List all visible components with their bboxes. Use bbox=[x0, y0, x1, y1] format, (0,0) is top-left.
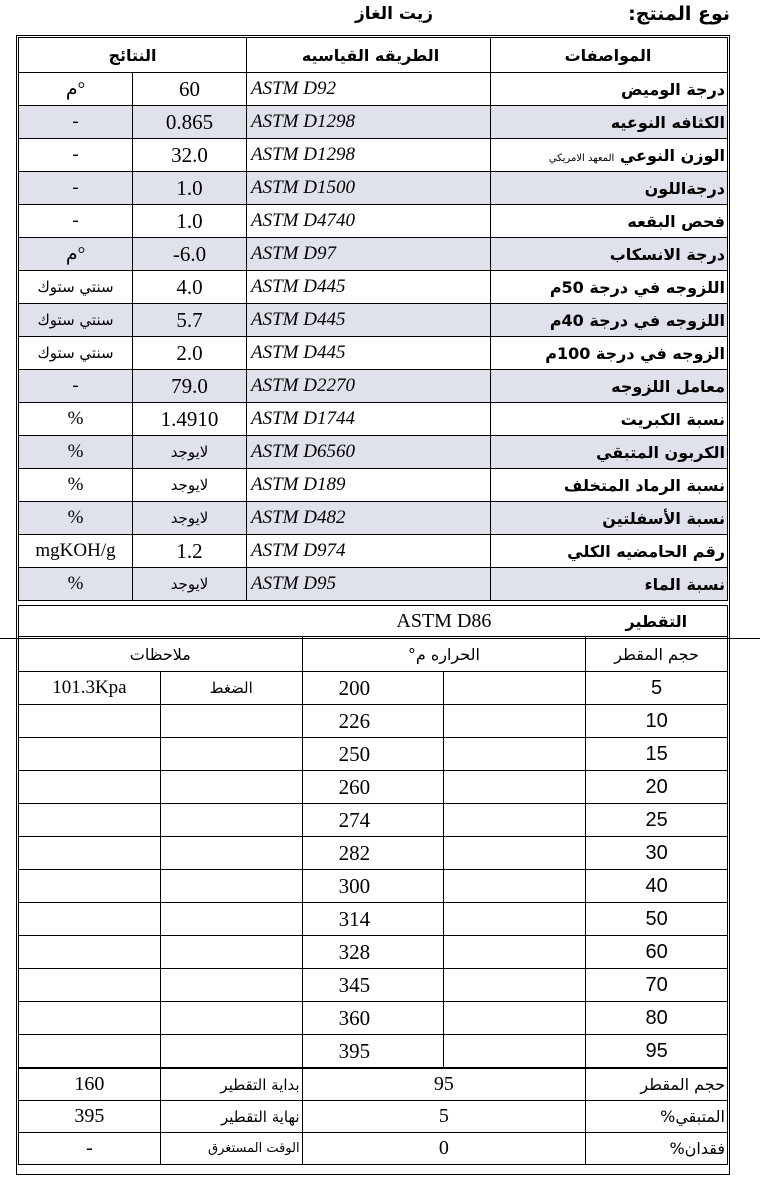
summary-note-value: 395 bbox=[19, 1101, 161, 1133]
note-value bbox=[19, 1035, 161, 1069]
note-value bbox=[19, 936, 161, 969]
temperature-value: 314 bbox=[302, 903, 444, 936]
test-method: ASTM D445 bbox=[247, 304, 491, 337]
test-method: ASTM D6560 bbox=[247, 436, 491, 469]
spec-row bbox=[19, 535, 728, 568]
summary-value: 5 bbox=[302, 1101, 586, 1133]
spec-row bbox=[19, 568, 728, 601]
volume-value: 95 bbox=[586, 1035, 728, 1069]
distillation-summary bbox=[19, 1068, 728, 1165]
temperature-value: 300 bbox=[302, 870, 444, 903]
result-value: 2.0 bbox=[133, 337, 247, 370]
result-unit: سنتي ستوك bbox=[19, 337, 133, 370]
spec-name-text: درجة الانسكاب bbox=[609, 244, 725, 264]
spec-name bbox=[491, 238, 728, 271]
result-unit: % bbox=[19, 502, 133, 535]
summary-row bbox=[19, 1068, 728, 1101]
distillation-row bbox=[19, 771, 728, 804]
note-value bbox=[19, 837, 161, 870]
spec-row bbox=[19, 73, 728, 106]
result-unit: سنتي ستوك bbox=[19, 304, 133, 337]
temperature-value: 360 bbox=[302, 1002, 444, 1035]
distillation-row bbox=[19, 1035, 728, 1069]
spec-name-text: رقم الحامضيه الكلي bbox=[567, 541, 725, 561]
result-value: 4.0 bbox=[133, 271, 247, 304]
result-unit: - bbox=[19, 139, 133, 172]
temperature-value: 282 bbox=[302, 837, 444, 870]
test-method: ASTM D1744 bbox=[247, 403, 491, 436]
volume-value: 70 bbox=[586, 969, 728, 1002]
summary-note-value: 160 bbox=[19, 1068, 161, 1101]
test-method: ASTM D1298 bbox=[247, 106, 491, 139]
spec-name-text: فحص البقعه bbox=[627, 211, 725, 231]
summary-label: فقدان% bbox=[586, 1133, 728, 1165]
spec-row bbox=[19, 106, 728, 139]
specs-body bbox=[19, 73, 728, 601]
distillation-row bbox=[19, 1002, 728, 1035]
distillation-row bbox=[19, 837, 728, 870]
result-value: 60 bbox=[133, 73, 247, 106]
distillation-row bbox=[19, 804, 728, 837]
note-value bbox=[19, 903, 161, 936]
distillation-title-row bbox=[19, 606, 728, 637]
note-label bbox=[160, 903, 302, 936]
spec-name bbox=[491, 205, 728, 238]
spec-name-note: المعهد الامريكي bbox=[548, 152, 615, 164]
test-method: ASTM D482 bbox=[247, 502, 491, 535]
volume-value: 15 bbox=[586, 738, 728, 771]
note-value bbox=[19, 705, 161, 738]
blank-cell bbox=[444, 738, 586, 771]
blank-cell bbox=[444, 1035, 586, 1069]
spec-name-text: اللزوجه في درجة 40م bbox=[549, 310, 725, 330]
spec-name-text: نسبة الأسفلتين bbox=[602, 508, 725, 528]
summary-label: المتبقي% bbox=[586, 1101, 728, 1133]
test-method: ASTM D95 bbox=[247, 568, 491, 601]
distillation-row bbox=[19, 936, 728, 969]
result-unit: م° bbox=[19, 73, 133, 106]
blank-cell bbox=[444, 837, 586, 870]
spec-name bbox=[491, 106, 728, 139]
note-value bbox=[19, 969, 161, 1002]
spec-name-text: درجةاللون bbox=[644, 178, 725, 198]
report-sheet bbox=[16, 35, 730, 1175]
spec-name bbox=[491, 568, 728, 601]
test-method: ASTM D445 bbox=[247, 271, 491, 304]
test-method: ASTM D1298 bbox=[247, 139, 491, 172]
note-value bbox=[19, 771, 161, 804]
spec-name bbox=[491, 436, 728, 469]
volume-value: 80 bbox=[586, 1002, 728, 1035]
volume-header: حجم المقطر bbox=[586, 637, 728, 672]
test-method: ASTM D4740 bbox=[247, 205, 491, 238]
spec-name bbox=[491, 403, 728, 436]
spec-name bbox=[491, 271, 728, 304]
specs-header: المواصفات bbox=[491, 38, 728, 73]
test-method: ASTM D92 bbox=[247, 73, 491, 106]
blank-cell bbox=[444, 870, 586, 903]
note-label bbox=[160, 705, 302, 738]
summary-row bbox=[19, 1133, 728, 1165]
distillation-table bbox=[18, 605, 728, 1165]
volume-value: 5 bbox=[586, 672, 728, 705]
product-type-label: نوع المنتج: bbox=[628, 3, 730, 25]
spec-row bbox=[19, 238, 728, 271]
note-label: الضغط bbox=[160, 672, 302, 705]
spec-name bbox=[491, 535, 728, 568]
spec-row bbox=[19, 172, 728, 205]
spec-row bbox=[19, 370, 728, 403]
spec-row bbox=[19, 271, 728, 304]
distillation-body bbox=[19, 672, 728, 1069]
summary-row bbox=[19, 1101, 728, 1133]
spec-name bbox=[491, 139, 728, 172]
test-method: ASTM D2270 bbox=[247, 370, 491, 403]
distillation-row bbox=[19, 969, 728, 1002]
spec-row bbox=[19, 403, 728, 436]
temperature-value: 250 bbox=[302, 738, 444, 771]
spec-name-text: الوزن النوعي bbox=[619, 145, 725, 165]
blank-cell bbox=[444, 771, 586, 804]
summary-note-label: بداية التقطير bbox=[160, 1068, 302, 1101]
spec-name bbox=[491, 469, 728, 502]
volume-value: 30 bbox=[586, 837, 728, 870]
volume-value: 40 bbox=[586, 870, 728, 903]
temperature-value: 200 bbox=[302, 672, 444, 705]
result-value: 32.0 bbox=[133, 139, 247, 172]
test-method: ASTM D445 bbox=[247, 337, 491, 370]
result-unit: - bbox=[19, 172, 133, 205]
result-unit: - bbox=[19, 205, 133, 238]
result-unit: % bbox=[19, 568, 133, 601]
result-unit: سنتي ستوك bbox=[19, 271, 133, 304]
note-value bbox=[19, 738, 161, 771]
distillation-row bbox=[19, 870, 728, 903]
spec-name bbox=[491, 172, 728, 205]
product-type-value: زيت الغاز bbox=[355, 4, 434, 24]
result-unit: % bbox=[19, 469, 133, 502]
distillation-row bbox=[19, 705, 728, 738]
spec-row bbox=[19, 469, 728, 502]
test-method: ASTM D1500 bbox=[247, 172, 491, 205]
document-header bbox=[0, 0, 760, 34]
notes-header: ملاحظات bbox=[19, 637, 303, 672]
temperature-value: 345 bbox=[302, 969, 444, 1002]
note-value bbox=[19, 870, 161, 903]
temperature-value: 260 bbox=[302, 771, 444, 804]
summary-note-value: - bbox=[19, 1133, 161, 1165]
summary-label: حجم المقطر bbox=[586, 1068, 728, 1101]
temperature-value: 226 bbox=[302, 705, 444, 738]
blank-cell bbox=[444, 672, 586, 705]
blank-cell bbox=[444, 969, 586, 1002]
volume-value: 25 bbox=[586, 804, 728, 837]
spec-name-text: نسبة الكبريت bbox=[620, 409, 725, 429]
distillation-row bbox=[19, 903, 728, 936]
note-label bbox=[160, 870, 302, 903]
volume-value: 20 bbox=[586, 771, 728, 804]
note-label bbox=[160, 771, 302, 804]
specs-header-row bbox=[19, 38, 728, 73]
volume-value: 50 bbox=[586, 903, 728, 936]
summary-value: 95 bbox=[302, 1068, 586, 1101]
volume-value: 10 bbox=[586, 705, 728, 738]
spec-row bbox=[19, 436, 728, 469]
test-method: ASTM D189 bbox=[247, 469, 491, 502]
spec-name bbox=[491, 502, 728, 535]
distillation-row bbox=[19, 738, 728, 771]
result-value: 79.0 bbox=[133, 370, 247, 403]
spec-name bbox=[491, 304, 728, 337]
result-unit: - bbox=[19, 106, 133, 139]
distillation-title: التقطير bbox=[586, 606, 728, 637]
spec-name-text: الزوجه في درجة 100م bbox=[545, 343, 725, 363]
spec-row bbox=[19, 205, 728, 238]
spec-name-text: الكثافه النوعيه bbox=[610, 112, 725, 132]
specs-table bbox=[18, 37, 728, 601]
note-label bbox=[160, 1035, 302, 1069]
note-label bbox=[160, 1002, 302, 1035]
result-value: لايوجد bbox=[133, 502, 247, 535]
note-label bbox=[160, 738, 302, 771]
page-break-line bbox=[0, 638, 760, 639]
result-unit: % bbox=[19, 436, 133, 469]
note-label bbox=[160, 837, 302, 870]
result-value: لايوجد bbox=[133, 469, 247, 502]
blank-cell bbox=[444, 903, 586, 936]
blank-cell bbox=[444, 804, 586, 837]
result-unit: - bbox=[19, 370, 133, 403]
result-value: 0.865 bbox=[133, 106, 247, 139]
volume-value: 60 bbox=[586, 936, 728, 969]
spec-row bbox=[19, 304, 728, 337]
summary-value: 0 bbox=[302, 1133, 586, 1165]
note-label bbox=[160, 804, 302, 837]
distillation-header-row bbox=[19, 637, 728, 672]
result-value: -6.0 bbox=[133, 238, 247, 271]
summary-note-label: الوقت المستغرق bbox=[160, 1133, 302, 1165]
distillation-row bbox=[19, 672, 728, 705]
spec-name bbox=[491, 370, 728, 403]
result-value: 5.7 bbox=[133, 304, 247, 337]
result-unit: % bbox=[19, 403, 133, 436]
blank-cell bbox=[444, 705, 586, 738]
temperature-value: 395 bbox=[302, 1035, 444, 1069]
blank-cell bbox=[444, 936, 586, 969]
note-label bbox=[160, 936, 302, 969]
result-value: لايوجد bbox=[133, 436, 247, 469]
spec-name-text: اللزوجه في درجة 50م bbox=[549, 277, 725, 297]
spec-name-text: درجة الوميض bbox=[620, 79, 725, 99]
note-value bbox=[19, 804, 161, 837]
result-value: 1.2 bbox=[133, 535, 247, 568]
spec-name-text: الكربون المتبقي bbox=[596, 442, 725, 462]
spec-row bbox=[19, 502, 728, 535]
spec-name bbox=[491, 73, 728, 106]
summary-note-label: نهاية التقطير bbox=[160, 1101, 302, 1133]
result-value: لايوجد bbox=[133, 568, 247, 601]
method-header: الطريقه القياسيه bbox=[247, 38, 491, 73]
spec-row bbox=[19, 337, 728, 370]
blank-cell bbox=[444, 1002, 586, 1035]
result-unit: م° bbox=[19, 238, 133, 271]
note-value bbox=[19, 1002, 161, 1035]
spec-name-text: معامل اللزوجه bbox=[611, 376, 725, 396]
spec-name bbox=[491, 337, 728, 370]
temperature-value: 328 bbox=[302, 936, 444, 969]
results-header: النتائج bbox=[19, 38, 247, 73]
temperature-header: الحراره م° bbox=[302, 637, 586, 672]
distillation-method: ASTM D86 bbox=[302, 606, 586, 637]
spec-row bbox=[19, 139, 728, 172]
note-value: 101.3Kpa bbox=[19, 672, 161, 705]
result-value: 1.0 bbox=[133, 172, 247, 205]
note-label bbox=[160, 969, 302, 1002]
spec-name-text: نسبة الرماد المتخلف bbox=[563, 475, 725, 495]
test-method: ASTM D974 bbox=[247, 535, 491, 568]
test-method: ASTM D97 bbox=[247, 238, 491, 271]
spec-name-text: نسبة الماء bbox=[644, 574, 725, 594]
result-unit: mgKOH/g bbox=[19, 535, 133, 568]
result-value: 1.0 bbox=[133, 205, 247, 238]
result-value: 1.4910 bbox=[133, 403, 247, 436]
temperature-value: 274 bbox=[302, 804, 444, 837]
